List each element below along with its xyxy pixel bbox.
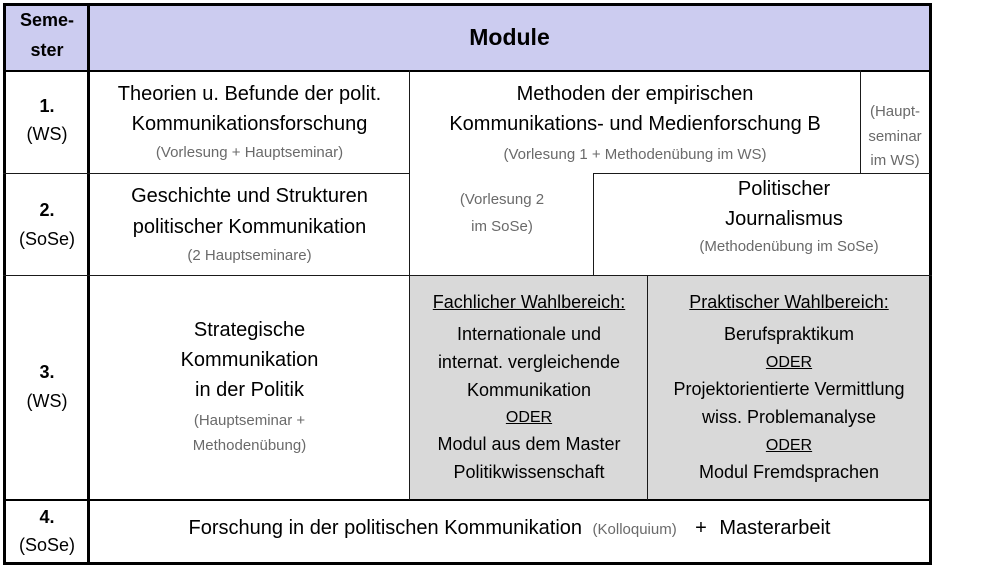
row1-semester-separator <box>3 173 89 174</box>
praktisch-oder1: ODER <box>765 354 813 371</box>
row4-kolloquium: (Kolloquium) <box>592 521 677 538</box>
journalismus-sub: (Methodenübung im SoSe) <box>699 238 879 255</box>
theorien-sub: (Vorlesung + Hauptseminar) <box>155 144 344 161</box>
methoden-line1: Methoden der empirischen <box>516 83 754 105</box>
border-right <box>929 3 932 565</box>
fachlich-title: Fachlicher Wahlbereich: <box>432 292 626 312</box>
fachlich-line4: Modul aus dem Master <box>437 434 621 454</box>
fachlich-line5: Politikwissenschaft <box>453 462 605 482</box>
semester-header-line1: Seme- <box>19 10 75 30</box>
row1-haupt-bottom <box>860 173 930 174</box>
semester-3-term: (WS) <box>26 391 68 411</box>
strategisch-line1: Strategische <box>193 319 306 341</box>
row4-masterarbeit: Masterarbeit <box>719 517 831 539</box>
journalismus-line1: Politischer <box>737 178 831 200</box>
row3-separator <box>3 499 932 501</box>
row4-plus: + <box>695 517 707 539</box>
vorlesung2-line1: (Vorlesung 2 <box>459 191 545 208</box>
semester-2-number: 2. <box>39 200 55 220</box>
strategisch-line3: in der Politik <box>195 379 304 401</box>
module-header-title: Module <box>469 24 550 50</box>
semester-1-number: 1. <box>39 96 55 116</box>
journalismus-line2: Journalismus <box>725 208 843 230</box>
praktisch-line1: Berufspraktikum <box>723 324 855 344</box>
col-fachlich-right <box>647 275 648 500</box>
strategisch-sub2: Methodenübung) <box>192 437 307 454</box>
theorien-line1: Theorien u. Befunde der polit. <box>117 83 382 105</box>
semester-3-number: 3. <box>39 362 55 382</box>
semester-4-term: (SoSe) <box>18 535 76 555</box>
col-methoden-right <box>860 70 861 174</box>
row2-separator <box>3 275 932 276</box>
hauptseminar-line3: im WS) <box>870 152 920 169</box>
row4-main: Forschung in der politischen Kommunikation <box>188 517 583 539</box>
strategisch-sub1: (Hauptseminar + <box>193 412 306 429</box>
col-theorien-right <box>409 70 410 500</box>
border-left <box>3 3 6 565</box>
border-bottom <box>3 562 932 565</box>
fachlich-line2: internat. vergleichende <box>437 352 621 372</box>
fachlich-line3: Kommunikation <box>466 380 592 400</box>
row4-content <box>89 517 930 540</box>
semester-column-separator <box>87 3 90 565</box>
header-separator <box>3 70 932 72</box>
col-vorlesung2-right <box>593 173 594 276</box>
praktisch-line2: Projektorientierte Vermittlung <box>673 379 905 399</box>
praktisch-line4: Modul Fremdsprachen <box>698 462 880 482</box>
hauptseminar-line1: (Haupt- <box>869 103 921 120</box>
geschichte-line2: politischer Kommunikation <box>132 216 367 238</box>
theorien-line2: Kommunikationsforschung <box>131 113 368 135</box>
geschichte-sub: (2 Hauptseminare) <box>187 247 312 264</box>
methoden-line2: Kommunikations- und Medienforschung B <box>449 113 821 135</box>
fachlich-oder: ODER <box>505 409 553 426</box>
geschichte-line1: Geschichte und Strukturen <box>131 185 368 207</box>
border-top <box>3 3 932 6</box>
praktisch-line3: wiss. Problemanalyse <box>701 407 877 427</box>
strategisch-line2: Kommunikation <box>180 349 319 371</box>
praktisch-title: Praktischer Wahlbereich: <box>689 292 889 312</box>
semester-header-line2: ster <box>30 40 64 60</box>
semester-2-term: (SoSe) <box>18 229 76 249</box>
row1-theorien-separator <box>89 173 410 174</box>
semester-4-number: 4. <box>39 507 55 527</box>
fachlich-line1: Internationale und <box>456 324 602 344</box>
hauptseminar-line2: seminar <box>868 128 922 145</box>
semester-1-term: (WS) <box>26 124 68 144</box>
praktisch-oder2: ODER <box>765 437 813 454</box>
row1-methoden-bottom <box>594 173 861 174</box>
vorlesung2-line2: im SoSe) <box>471 218 533 235</box>
methoden-sub: (Vorlesung 1 + Methodenübung im WS) <box>503 146 767 163</box>
